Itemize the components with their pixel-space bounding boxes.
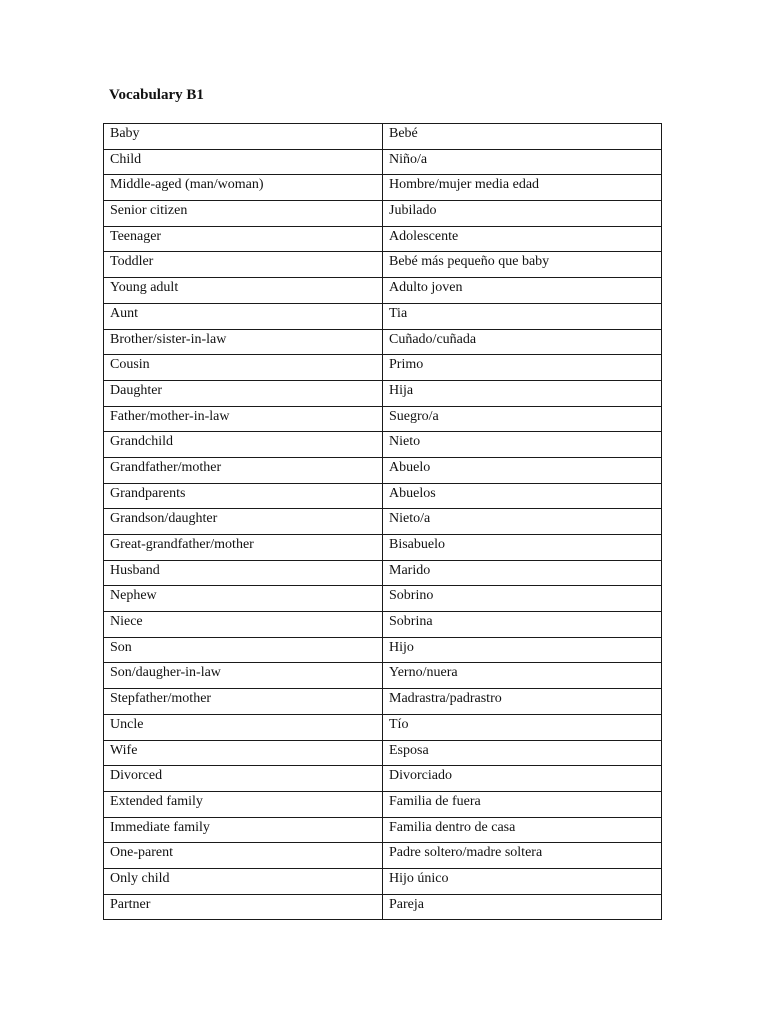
spanish-translation: Tío — [383, 714, 662, 740]
spanish-translation: Adolescente — [383, 226, 662, 252]
english-term: Stepfather/mother — [104, 689, 383, 715]
table-row — [104, 868, 662, 894]
table-row — [104, 509, 662, 535]
table-row — [104, 843, 662, 869]
table-row — [104, 663, 662, 689]
table-row — [104, 175, 662, 201]
english-term: Niece — [104, 612, 383, 638]
table-row — [104, 457, 662, 483]
table-row — [104, 124, 662, 150]
english-term: Son/daugher-in-law — [104, 663, 383, 689]
english-term: Wife — [104, 740, 383, 766]
english-term: Extended family — [104, 791, 383, 817]
english-term: One-parent — [104, 843, 383, 869]
english-term: Grandson/daughter — [104, 509, 383, 535]
english-term: Partner — [104, 894, 383, 920]
table-row — [104, 560, 662, 586]
table-row — [104, 355, 662, 381]
english-term: Uncle — [104, 714, 383, 740]
spanish-translation: Padre soltero/madre soltera — [383, 843, 662, 869]
english-term: Daughter — [104, 380, 383, 406]
spanish-translation: Hijo — [383, 637, 662, 663]
english-term: Young adult — [104, 278, 383, 304]
english-term: Grandfather/mother — [104, 457, 383, 483]
page-title: Vocabulary B1 — [109, 87, 204, 103]
spanish-translation: Abuelos — [383, 483, 662, 509]
table-row — [104, 791, 662, 817]
english-term: Great-grandfather/mother — [104, 535, 383, 561]
spanish-translation: Jubilado — [383, 201, 662, 227]
spanish-translation: Niño/a — [383, 149, 662, 175]
spanish-translation: Hija — [383, 380, 662, 406]
table-row — [104, 149, 662, 175]
table-row — [104, 201, 662, 227]
spanish-translation: Marido — [383, 560, 662, 586]
english-term: Middle-aged (man/woman) — [104, 175, 383, 201]
table-row — [104, 637, 662, 663]
table-row — [104, 766, 662, 792]
english-term: Senior citizen — [104, 201, 383, 227]
table-row — [104, 252, 662, 278]
table-row — [104, 303, 662, 329]
english-term: Toddler — [104, 252, 383, 278]
spanish-translation: Abuelo — [383, 457, 662, 483]
english-term: Brother/sister-in-law — [104, 329, 383, 355]
spanish-translation: Bisabuelo — [383, 535, 662, 561]
english-term: Nephew — [104, 586, 383, 612]
spanish-translation: Hijo único — [383, 868, 662, 894]
spanish-translation: Cuñado/cuñada — [383, 329, 662, 355]
english-term: Grandchild — [104, 432, 383, 458]
spanish-translation: Nieto/a — [383, 509, 662, 535]
table-row — [104, 226, 662, 252]
english-term: Father/mother-in-law — [104, 406, 383, 432]
english-term: Aunt — [104, 303, 383, 329]
spanish-translation: Primo — [383, 355, 662, 381]
spanish-translation: Yerno/nuera — [383, 663, 662, 689]
english-term: Teenager — [104, 226, 383, 252]
english-term: Son — [104, 637, 383, 663]
english-term: Husband — [104, 560, 383, 586]
table-row — [104, 483, 662, 509]
spanish-translation: Divorciado — [383, 766, 662, 792]
spanish-translation: Pareja — [383, 894, 662, 920]
table-row — [104, 380, 662, 406]
table-row — [104, 740, 662, 766]
english-term: Cousin — [104, 355, 383, 381]
table-row — [104, 329, 662, 355]
table-row — [104, 894, 662, 920]
english-term: Only child — [104, 868, 383, 894]
spanish-translation: Sobrina — [383, 612, 662, 638]
english-term: Divorced — [104, 766, 383, 792]
spanish-translation: Tia — [383, 303, 662, 329]
vocabulary-table — [103, 123, 662, 920]
spanish-translation: Sobrino — [383, 586, 662, 612]
spanish-translation: Bebé más pequeño que baby — [383, 252, 662, 278]
table-row — [104, 689, 662, 715]
spanish-translation: Suegro/a — [383, 406, 662, 432]
table-row — [104, 612, 662, 638]
table-row — [104, 278, 662, 304]
english-term: Grandparents — [104, 483, 383, 509]
spanish-translation: Nieto — [383, 432, 662, 458]
english-term: Immediate family — [104, 817, 383, 843]
english-term: Baby — [104, 124, 383, 150]
spanish-translation: Familia dentro de casa — [383, 817, 662, 843]
table-row — [104, 586, 662, 612]
spanish-translation: Esposa — [383, 740, 662, 766]
table-row — [104, 817, 662, 843]
table-row — [104, 406, 662, 432]
spanish-translation: Bebé — [383, 124, 662, 150]
spanish-translation: Hombre/mujer media edad — [383, 175, 662, 201]
spanish-translation: Adulto joven — [383, 278, 662, 304]
table-row — [104, 432, 662, 458]
table-row — [104, 535, 662, 561]
english-term: Child — [104, 149, 383, 175]
table-row — [104, 714, 662, 740]
spanish-translation: Madrastra/padrastro — [383, 689, 662, 715]
spanish-translation: Familia de fuera — [383, 791, 662, 817]
